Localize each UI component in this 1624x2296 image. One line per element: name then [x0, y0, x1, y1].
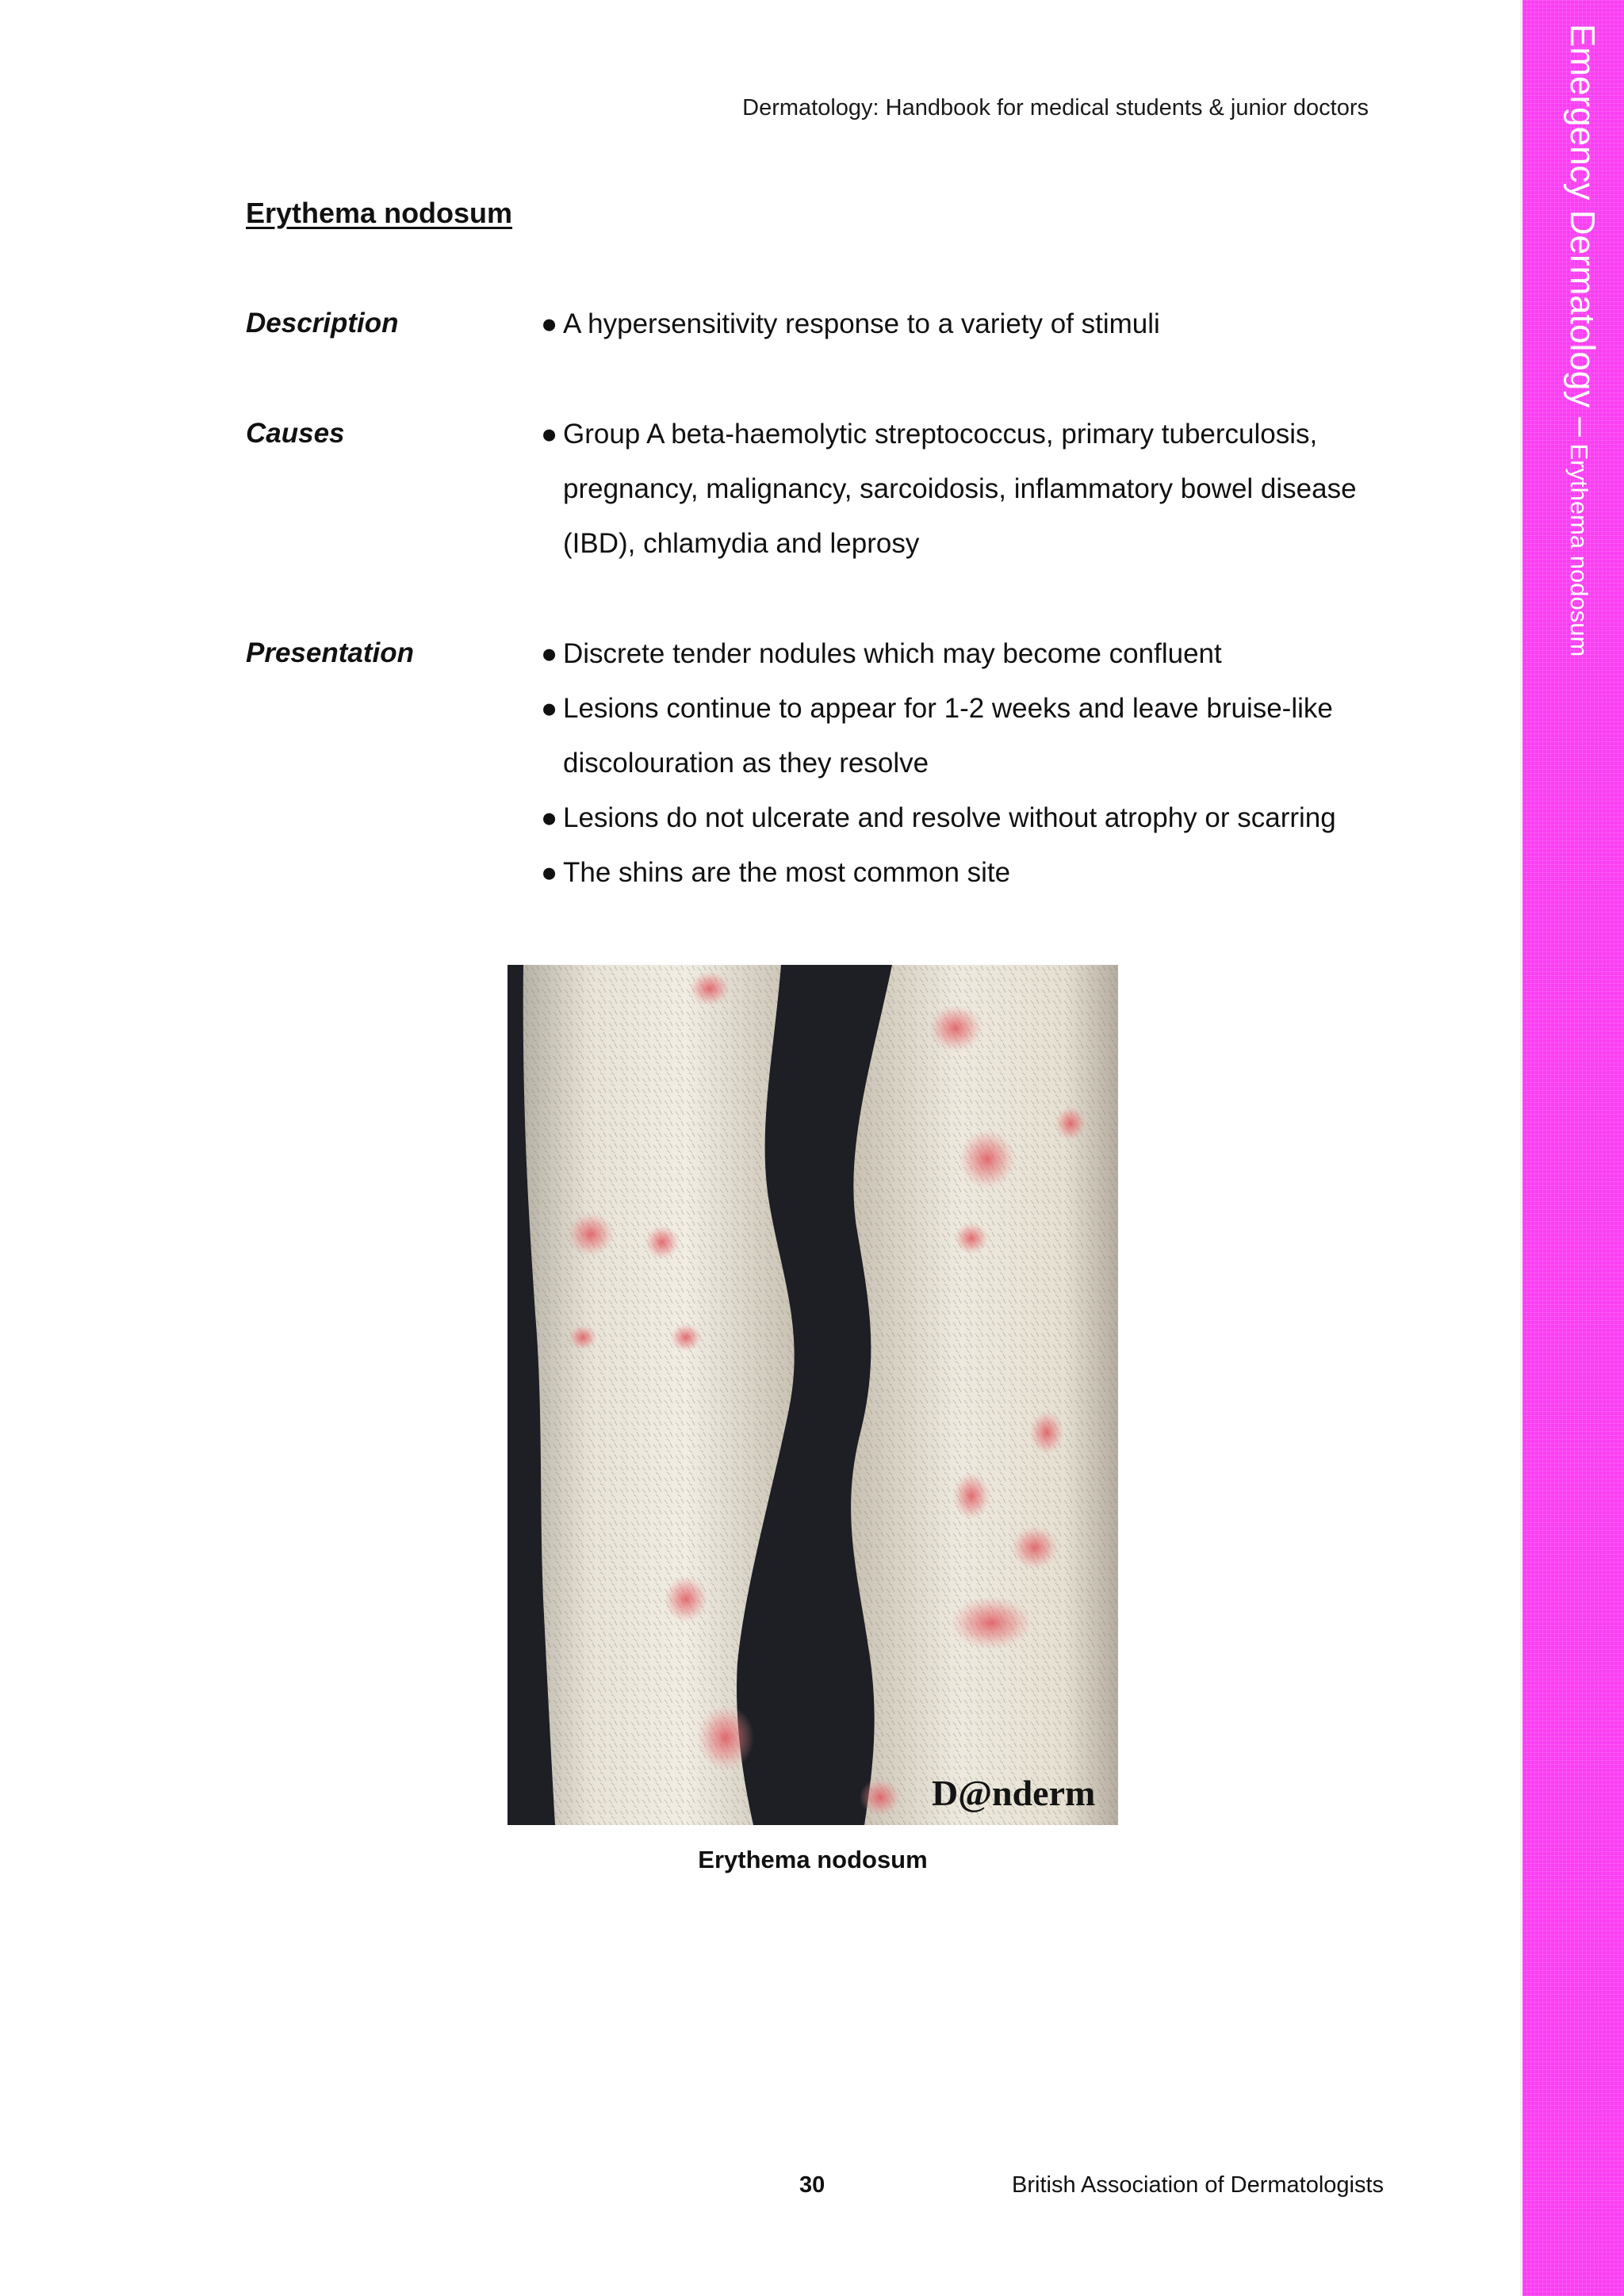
section-sidebar [1520, 0, 1624, 2296]
bullet-icon: ● [541, 419, 558, 450]
list-item [541, 681, 1381, 790]
causes-list [541, 407, 1381, 571]
list-item [541, 626, 1381, 681]
term-presentation: Presentation [246, 637, 414, 668]
bullet-text: Group A beta-haemolytic streptococcus, primary tuberculosis, pregnancy, malignancy, sarcoidosis, inflammatory bowel disease (IBD), chlamydia and leprosy [563, 419, 1357, 559]
watermark-text: D@nderm [932, 1773, 1096, 1813]
sidebar-sub-label: Erythema nodosum [1565, 436, 1593, 657]
list-item [541, 407, 1381, 571]
description-list [541, 297, 1381, 351]
bullet-icon: ● [541, 638, 558, 669]
figure-caption: Erythema nodosum [698, 1846, 928, 1873]
section-title: Erythema nodosum [246, 197, 513, 229]
list-item [541, 845, 1381, 900]
term-causes: Causes [246, 418, 345, 449]
bullet-text: Discrete tender nodules which may become confluent [563, 638, 1222, 669]
page-number: 30 [799, 2172, 825, 2198]
presentation-list [541, 626, 1381, 900]
bullet-text: The shins are the most common site [563, 857, 1011, 888]
term-description: Description [246, 308, 399, 339]
clinical-photo [508, 965, 1118, 1825]
sidebar-label [1562, 24, 1602, 656]
bullet-text: Lesions do not ulcerate and resolve without atrophy or scarring [563, 802, 1336, 833]
sidebar-main-label: Emergency Dermatology – [1563, 24, 1602, 437]
bullet-text: Lesions continue to appear for 1-2 weeks and leave bruise-like discolouration as they resolve [563, 693, 1333, 779]
running-header: Dermatology: Handbook for medical students & junior doctors [742, 95, 1369, 121]
bullet-icon: ● [541, 802, 558, 833]
list-item [541, 297, 1381, 351]
bullet-icon: ● [541, 693, 558, 724]
bullet-text: A hypersensitivity response to a variety of stimuli [563, 308, 1160, 339]
footer-organization: British Association of Dermatologists [1012, 2172, 1385, 2198]
bullet-icon: ● [541, 857, 558, 888]
bullet-icon: ● [541, 308, 558, 339]
list-item [541, 790, 1381, 845]
